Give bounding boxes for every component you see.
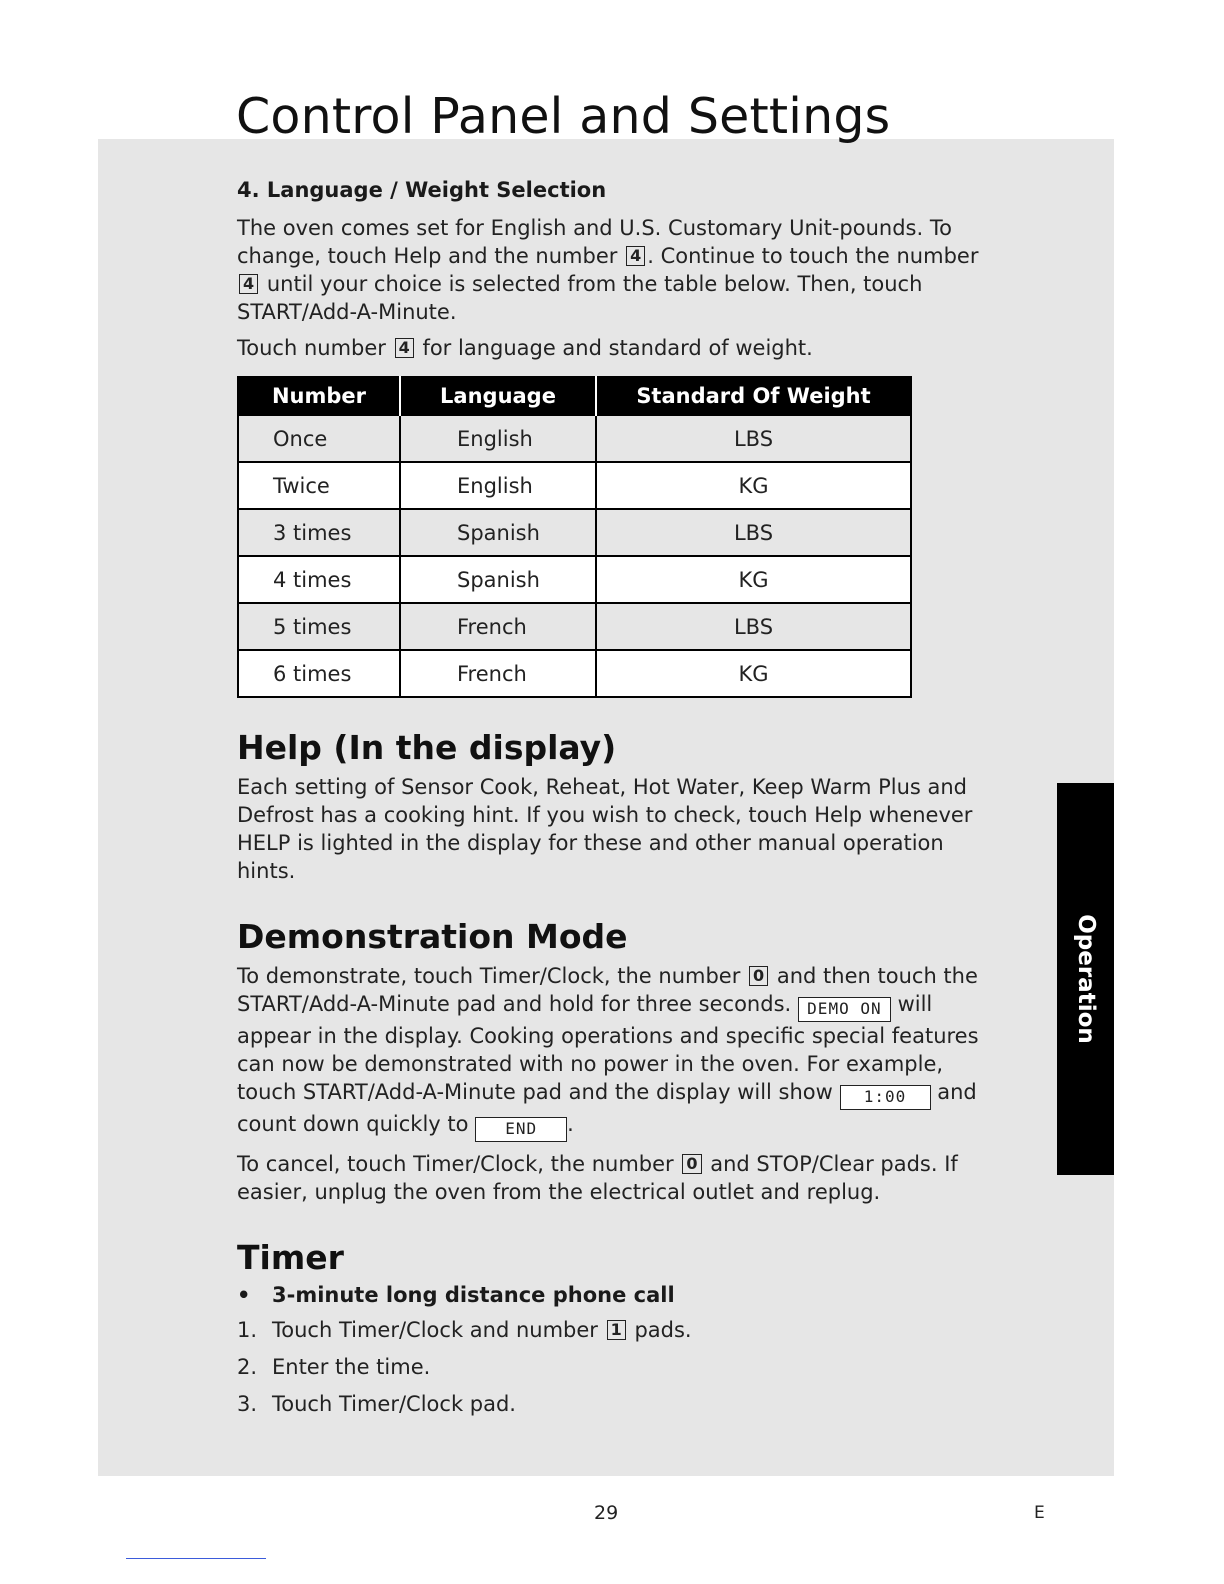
lcd-time-display: 1:00 xyxy=(840,1085,931,1110)
cell-weight: KG xyxy=(596,462,911,509)
cell-language: English xyxy=(400,415,596,462)
table-row xyxy=(238,509,911,556)
bullet-icon: • xyxy=(237,1283,251,1307)
help-heading: Help (In the display) xyxy=(237,728,617,767)
list-item: 2. Enter the time. xyxy=(237,1355,431,1379)
demo-heading: Demonstration Mode xyxy=(237,917,628,956)
list-item: 3. Touch Timer/Clock pad. xyxy=(237,1392,516,1416)
footer-rule xyxy=(126,1558,266,1559)
language-intro-paragraph: The oven comes set for English and U.S. Customary Unit-pounds. To change, touch Help and the number 4 . Continue to touch the number 4 until your choice is selected from the table below. Then, touch START/Add-A-Minute. xyxy=(237,216,979,324)
cell-language: English xyxy=(400,462,596,509)
cell-number: 5 times xyxy=(238,603,400,650)
language-touch-paragraph: Touch number 4 for language and standard of weight. xyxy=(237,336,813,360)
table-header-row xyxy=(238,377,911,415)
page-number: 29 xyxy=(594,1502,619,1524)
table-row xyxy=(238,650,911,697)
cell-language: French xyxy=(400,603,596,650)
cell-language: Spanish xyxy=(400,556,596,603)
column-header-language: Language xyxy=(400,377,596,415)
section-side-tab xyxy=(1057,783,1114,1175)
key-0-icon: 0 xyxy=(749,966,768,986)
cell-number: 3 times xyxy=(238,509,400,556)
language-weight-heading: 4. Language / Weight Selection xyxy=(237,178,607,202)
cell-number: Twice xyxy=(238,462,400,509)
column-header-number: Number xyxy=(238,377,400,415)
table-row xyxy=(238,415,911,462)
language-weight-table xyxy=(237,376,912,698)
table-row xyxy=(238,462,911,509)
timer-bullet: • 3-minute long distance phone call xyxy=(237,1283,675,1307)
key-4-icon: 4 xyxy=(395,338,414,358)
cell-number: 4 times xyxy=(238,556,400,603)
lcd-end-display: END xyxy=(475,1117,567,1142)
column-header-weight: Standard Of Weight xyxy=(596,377,911,415)
page-content xyxy=(237,178,982,1418)
table-row xyxy=(238,603,911,650)
cell-language: Spanish xyxy=(400,509,596,556)
cell-weight: LBS xyxy=(596,603,911,650)
lcd-demo-on-display: DEMO ON xyxy=(798,997,891,1022)
cell-weight: KG xyxy=(596,556,911,603)
list-item: 1. Touch Timer/Clock and number 1 pads. xyxy=(237,1318,692,1342)
language-code: E xyxy=(1034,1503,1045,1523)
cell-weight: LBS xyxy=(596,415,911,462)
timer-section xyxy=(237,1238,982,1418)
page-title: Control Panel and Settings xyxy=(236,88,891,145)
cell-number: Once xyxy=(238,415,400,462)
key-4-icon: 4 xyxy=(626,246,645,266)
key-1-icon: 1 xyxy=(607,1320,626,1340)
table-row xyxy=(238,556,911,603)
cell-number: 6 times xyxy=(238,650,400,697)
help-paragraph: Each setting of Sensor Cook, Reheat, Hot Water, Keep Warm Plus and Defrost has a cooking hint. If you wish to check, touch Help whenever HELP is lighted in the display for these and other manual operation hints. xyxy=(237,775,973,883)
help-section xyxy=(237,728,982,885)
demo-paragraph: To demonstrate, touch Timer/Clock, the number 0 and then touch the START/Add-A-Minute pad and hold for three seconds. DEMO ON will appear in the display. Cooking operations and specific special features can now be demonstrated with no power in the oven. For example, touch START/Add-A-Minute pad and the display will show 1:00 and count down quickly to END . xyxy=(237,962,982,1142)
key-4-icon: 4 xyxy=(239,274,258,294)
side-tab-label: Operation xyxy=(1072,914,1099,1044)
key-0-icon: 0 xyxy=(682,1154,701,1174)
cell-language: French xyxy=(400,650,596,697)
cell-weight: KG xyxy=(596,650,911,697)
cell-weight: LBS xyxy=(596,509,911,556)
demo-cancel-paragraph: To cancel, touch Timer/Clock, the number 0 and STOP/Clear pads. If easier, unplug the oven from the electrical outlet and replug. xyxy=(237,1152,958,1204)
demo-section xyxy=(237,917,982,1206)
timer-heading: Timer xyxy=(237,1238,344,1277)
